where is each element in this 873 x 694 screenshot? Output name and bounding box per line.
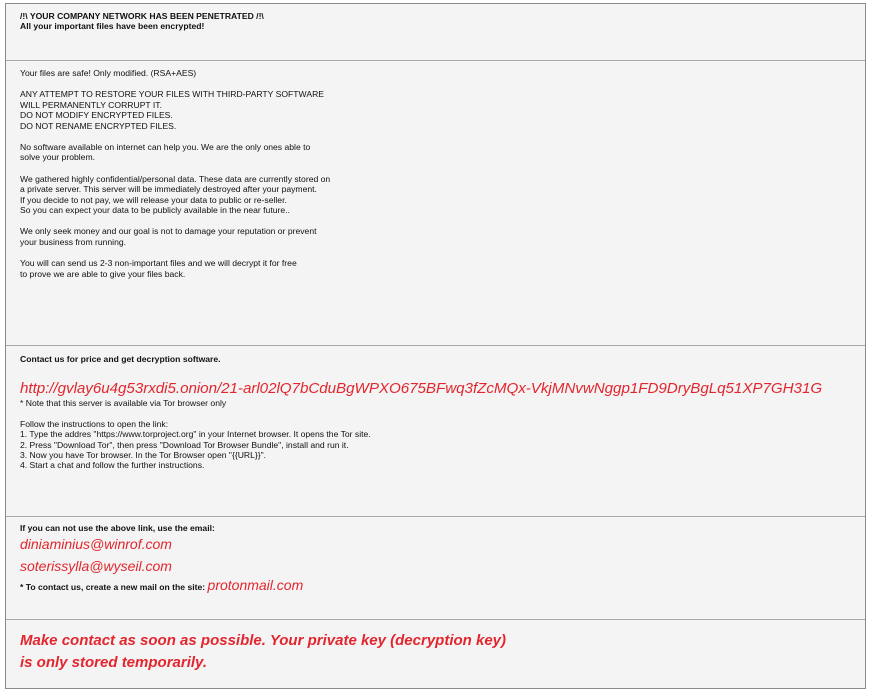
footer-line: is only stored temporarily. bbox=[20, 654, 207, 671]
onion-link[interactable]: http://gvlay6u4g53rxdi5.onion/21-arl02lQ7bCduBgWPXO675BFwq3fZcMQx-VkjMNvwNggp1FD9DryBgLq51XP7GH31G bbox=[20, 380, 823, 398]
data-line: So you can expect your data to be publicly available in the near future.. bbox=[20, 205, 290, 216]
test-line: You will can send us 2-3 non-important files and we will decrypt it for free bbox=[20, 258, 297, 269]
page-subtitle: All your important files have been encrypted! bbox=[20, 21, 205, 32]
email-address-2[interactable]: soterissylla@wyseil.com bbox=[20, 558, 172, 575]
software-line: solve your problem. bbox=[20, 152, 95, 163]
warning-line: WILL PERMANENTLY CORRUPT IT. bbox=[20, 99, 162, 110]
instruction-step: 4. Start a chat and follow the further instructions. bbox=[20, 460, 205, 471]
note-header bbox=[20, 11, 859, 32]
money-line: your business from running. bbox=[20, 236, 127, 247]
data-line: a private server. This server will be immediately destroyed after your payment. bbox=[20, 184, 317, 195]
footer-warning bbox=[20, 630, 859, 674]
note-body bbox=[20, 68, 859, 279]
software-line: No software available on internet can help you. We are the only ones able to bbox=[20, 142, 311, 153]
divider bbox=[6, 345, 865, 346]
protonmail-link[interactable]: protonmail.com bbox=[207, 577, 304, 594]
data-line: If you decide to not pay, we will release your data to public or re-seller. bbox=[20, 194, 287, 205]
tor-note: * Note that this server is available via Tor browser only bbox=[20, 398, 227, 409]
money-line: We only seek money and our goal is not to damage your reputation or prevent bbox=[20, 226, 317, 237]
divider bbox=[6, 60, 865, 61]
warning-line: ANY ATTEMPT TO RESTORE YOUR FILES WITH THIRD-PARTY SOFTWARE bbox=[20, 89, 325, 100]
instruction-step: 1. Type the addres "https://www.torproject.org" in your Internet browser. It opens the Tor site. bbox=[20, 429, 371, 440]
instruction-step: 3. Now you have Tor browser. In the Tor Browser open "{{URL}}". bbox=[20, 450, 267, 461]
test-line: to prove we are able to give your files back. bbox=[20, 268, 186, 279]
divider bbox=[6, 516, 865, 517]
email-heading: If you can not use the above link, use the email: bbox=[20, 523, 215, 533]
safe-line: Your files are safe! Only modified. (RSA+AES) bbox=[20, 68, 197, 78]
divider bbox=[6, 619, 865, 620]
email-section bbox=[20, 523, 859, 593]
steps-intro: Follow the instructions to open the link: bbox=[20, 418, 169, 429]
protonmail-prefix: * To contact us, create a new mail on the site: bbox=[20, 582, 206, 593]
warning-line: DO NOT MODIFY ENCRYPTED FILES. bbox=[20, 110, 173, 121]
email-address-1[interactable]: diniaminius@winrof.com bbox=[20, 536, 172, 553]
contact-heading: Contact us for price and get decryption software. bbox=[20, 354, 221, 364]
ransom-note-panel bbox=[5, 3, 866, 689]
instruction-step: 2. Press "Download Tor", then press "Download Tor Browser Bundle", install and run it. bbox=[20, 439, 349, 450]
protonmail-note bbox=[20, 577, 859, 594]
page-title: /!\ YOUR COMPANY NETWORK HAS BEEN PENETRATED /!\ bbox=[20, 11, 264, 21]
data-line: We gathered highly confidential/personal data. These data are currently stored on bbox=[20, 173, 331, 184]
warning-line: DO NOT RENAME ENCRYPTED FILES. bbox=[20, 120, 177, 131]
footer-line: Make contact as soon as possible. Your private key (decryption key) bbox=[20, 632, 507, 649]
contact-section bbox=[20, 354, 859, 471]
